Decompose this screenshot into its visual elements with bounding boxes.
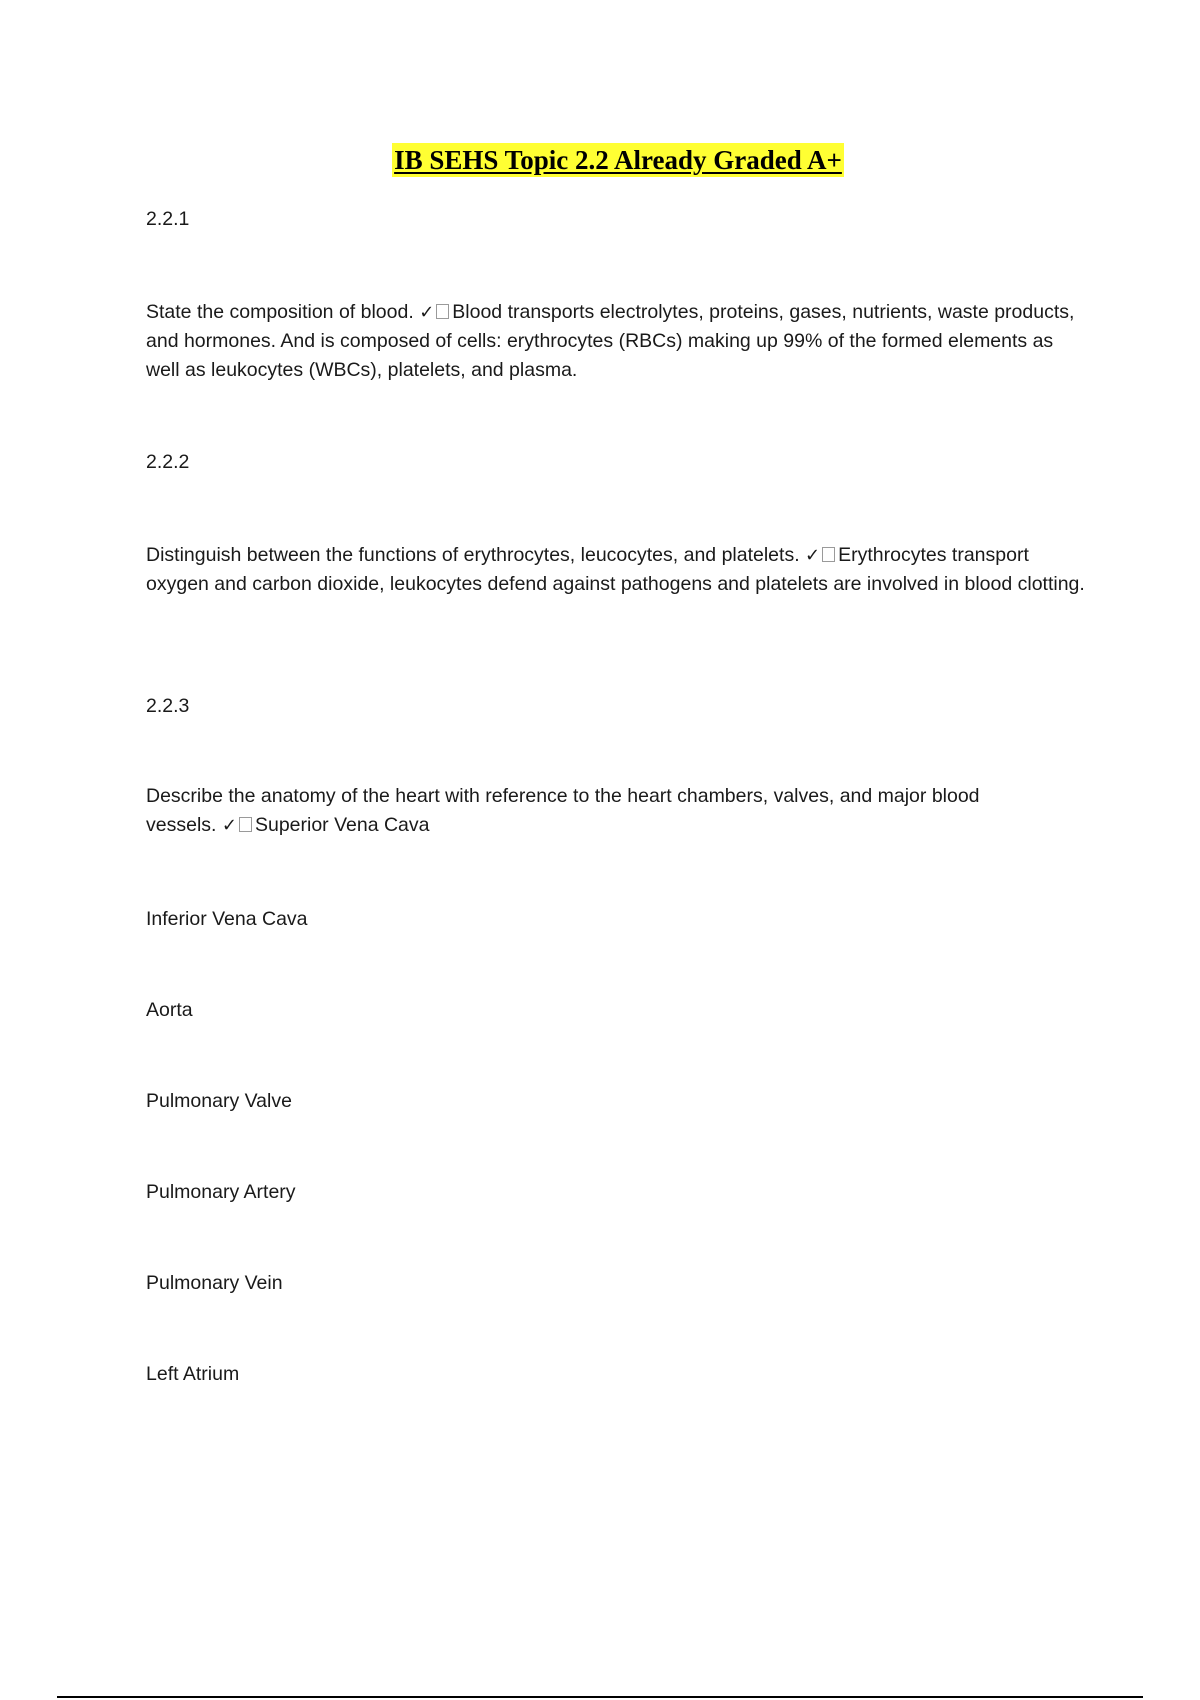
- question-answer: [146, 782, 1046, 840]
- list-item: Aorta: [146, 999, 193, 1021]
- document-title: IB SEHS Topic 2.2 Already Graded A+: [394, 145, 842, 175]
- list-item: Pulmonary Vein: [146, 1272, 283, 1294]
- check-icon: ✓: [805, 545, 821, 566]
- list-item: Pulmonary Valve: [146, 1090, 292, 1112]
- question-text: Distinguish between the functions of erythrocytes, leucocytes, and platelets.: [146, 544, 800, 566]
- checkbox-glyph-icon: [436, 304, 449, 319]
- check-icon: ✓: [419, 302, 435, 323]
- checkbox-glyph-icon: [239, 817, 252, 832]
- section-number: 2.2.2: [146, 451, 190, 473]
- answer-text: Erythrocytes transport oxygen and carbon dioxide, leukocytes defend against pathogens and platelets are involved in blood clotting.: [146, 544, 1085, 595]
- checkbox-glyph-icon: [822, 547, 835, 562]
- list-item: Left Atrium: [146, 1363, 240, 1385]
- answer-text: Superior Vena Cava: [254, 814, 430, 836]
- question-answer: [146, 298, 1086, 385]
- question-answer: [146, 541, 1086, 599]
- section-number: 2.2.1: [146, 208, 190, 230]
- question-text: Describe the anatomy of the heart with reference to the heart chambers, valves, and major blood vessels.: [146, 785, 980, 836]
- question-text: State the composition of blood.: [146, 301, 414, 323]
- title-container: [0, 143, 1200, 177]
- section-number: 2.2.3: [146, 695, 190, 717]
- answer-text: Blood transports electrolytes, proteins, gases, nutrients, waste products, and hormones. And is composed of cells: erythrocytes (RBCs) making up 99% of the formed elements as well as leukocytes (WBCs), platelets, and plasma.: [146, 301, 1075, 381]
- list-item: Pulmonary Artery: [146, 1181, 296, 1203]
- footer-rule: [57, 1696, 1143, 1698]
- check-icon: ✓: [221, 815, 237, 836]
- list-item: Inferior Vena Cava: [146, 908, 308, 930]
